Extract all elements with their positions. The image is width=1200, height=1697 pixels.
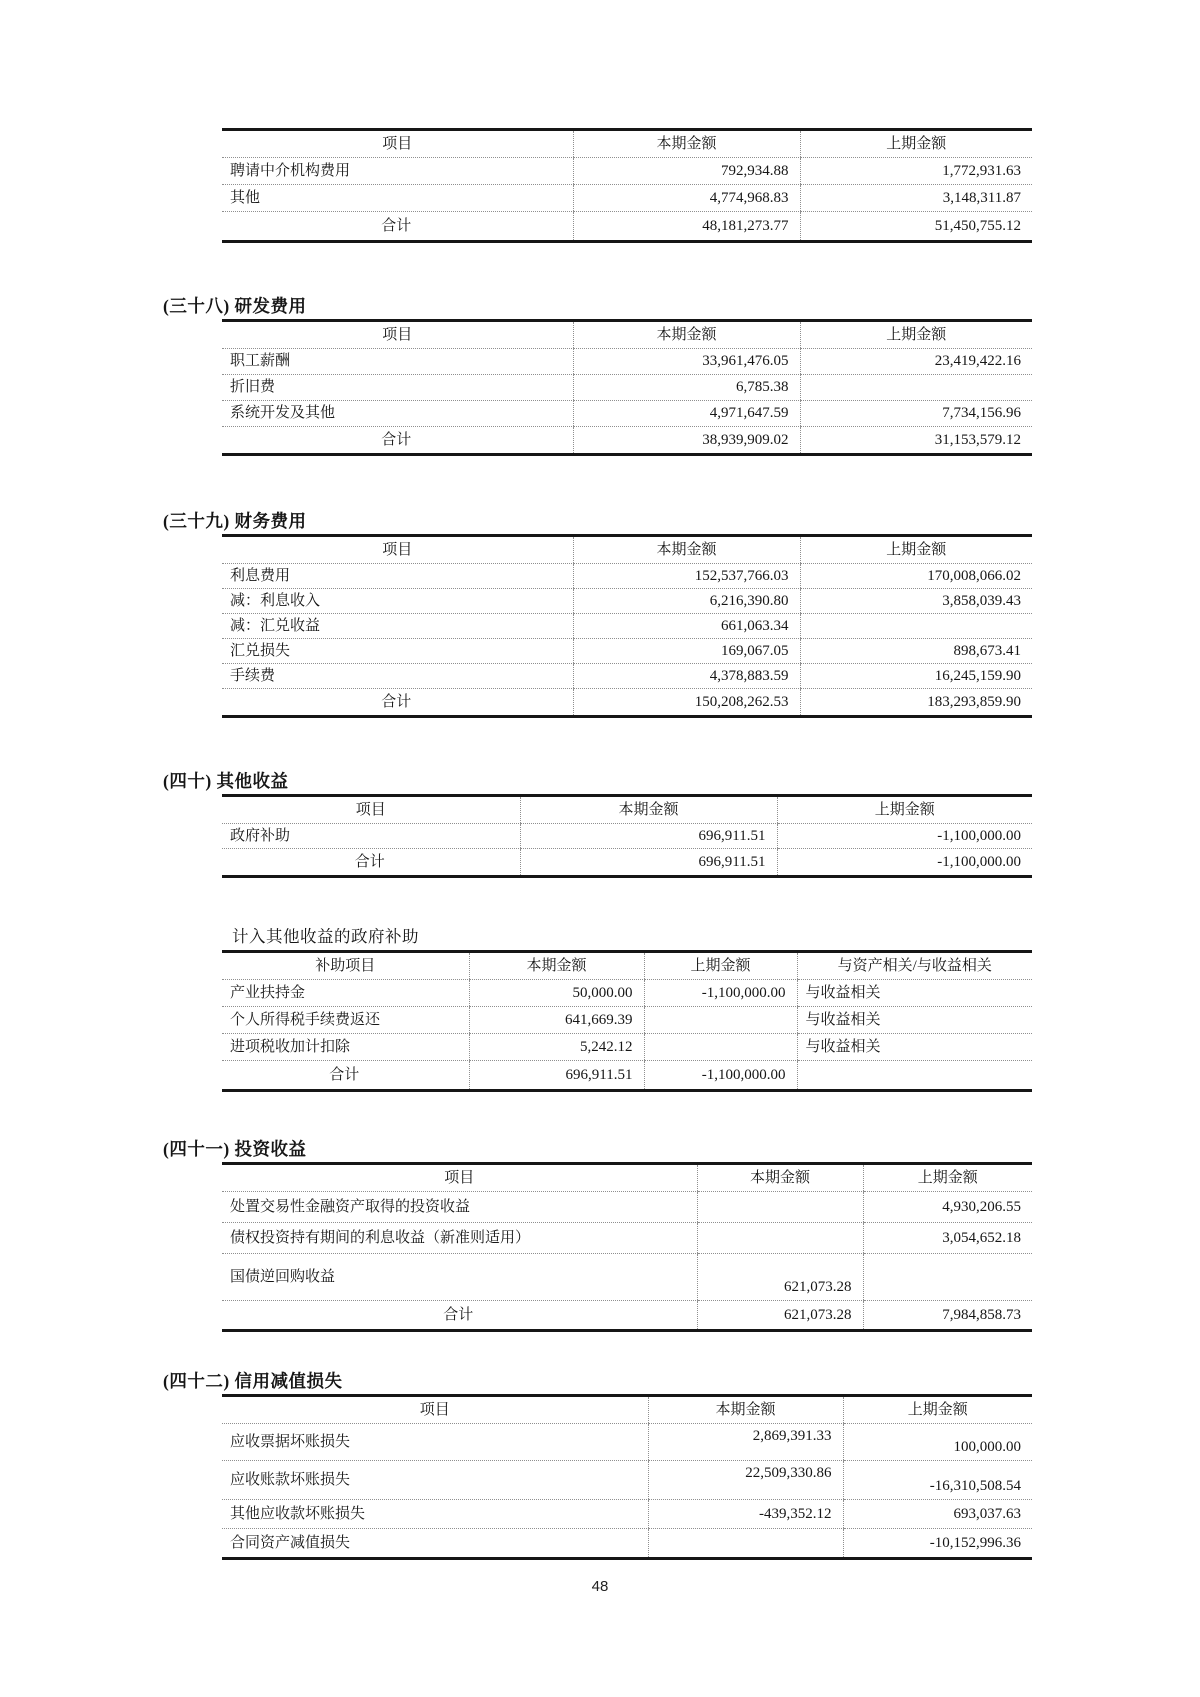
prior-amount: 3,148,311.87 xyxy=(800,185,1032,212)
related-type: 与收益相关 xyxy=(797,1007,1032,1034)
prior-amount: 4,930,206.55 xyxy=(863,1192,1032,1223)
current-amount: 33,961,476.05 xyxy=(573,349,800,375)
prior-amount: -16,310,508.54 xyxy=(843,1461,1032,1500)
intermediary-expense-table xyxy=(222,128,1032,243)
total-label: 合计 xyxy=(329,1066,360,1083)
current-amount: 6,785.38 xyxy=(573,375,800,401)
table-row xyxy=(222,375,1032,401)
col-header-item: 项目 xyxy=(222,796,520,824)
table-header-row xyxy=(222,796,1032,824)
other-income-table xyxy=(222,794,1032,878)
col-header-prior: 上期金额 xyxy=(800,130,1032,158)
investment-income-table xyxy=(222,1162,1032,1332)
current-amount: 150,208,262.53 xyxy=(573,689,800,717)
section-heading-rd-expense: (三十八) 研发费用 xyxy=(163,296,307,316)
row-label: 职工薪酬 xyxy=(222,349,573,375)
rd-expense-table xyxy=(222,319,1032,456)
col-header-current: 本期金额 xyxy=(573,536,800,564)
prior-amount: 51,450,755.12 xyxy=(800,212,1032,242)
prior-amount: 16,245,159.90 xyxy=(800,664,1032,689)
table-row xyxy=(222,1007,1032,1034)
col-header-item: 项目 xyxy=(222,130,573,158)
table-header-row xyxy=(222,1164,1032,1192)
current-amount xyxy=(697,1223,863,1254)
total-row xyxy=(222,427,1032,455)
current-amount: 696,911.51 xyxy=(520,824,777,849)
row-label: 应收票据坏账损失 xyxy=(222,1424,648,1461)
col-header-current: 本期金额 xyxy=(697,1164,863,1192)
prior-amount xyxy=(800,614,1032,639)
col-header-current: 本期金额 xyxy=(469,952,644,980)
prior-amount: -10,152,996.36 xyxy=(843,1529,1032,1559)
current-amount: 696,911.51 xyxy=(520,849,777,877)
table-row xyxy=(222,614,1032,639)
table-row xyxy=(222,1529,1032,1559)
table-row xyxy=(222,1034,1032,1061)
current-amount: 169,067.05 xyxy=(573,639,800,664)
prior-amount: -1,100,000.00 xyxy=(777,849,1032,877)
table-header-row xyxy=(222,1396,1032,1424)
total-label: 合计 xyxy=(381,217,412,234)
prior-amount: -1,100,000.00 xyxy=(644,1061,797,1091)
current-amount xyxy=(648,1529,843,1559)
row-label: 产业扶持金 xyxy=(222,980,469,1007)
table-row xyxy=(222,589,1032,614)
related-type xyxy=(797,1061,1032,1091)
table-row xyxy=(222,1223,1032,1254)
prior-amount xyxy=(800,375,1032,401)
total-row xyxy=(222,849,1032,877)
current-amount: 38,939,909.02 xyxy=(573,427,800,455)
table-row xyxy=(222,980,1032,1007)
row-label: 其他应收款坏账损失 xyxy=(222,1500,648,1529)
table-row xyxy=(222,185,1032,212)
subsidy-note-title: 计入其他收益的政府补助 xyxy=(232,927,419,946)
current-amount: 4,971,647.59 xyxy=(573,401,800,427)
col-header-item: 项目 xyxy=(222,536,573,564)
row-label: 其他 xyxy=(222,185,573,212)
current-amount: -439,352.12 xyxy=(648,1500,843,1529)
col-header-prior: 上期金额 xyxy=(863,1164,1032,1192)
government-subsidy-table xyxy=(222,950,1032,1092)
row-label: 减：利息收入 xyxy=(222,589,573,614)
prior-amount: 31,153,579.12 xyxy=(800,427,1032,455)
prior-amount: 23,419,422.16 xyxy=(800,349,1032,375)
col-header-prior: 上期金额 xyxy=(843,1396,1032,1424)
page-number: 48 xyxy=(591,1578,609,1595)
section-heading-finance-expense: (三十九) 财务费用 xyxy=(163,511,307,531)
prior-amount: 898,673.41 xyxy=(800,639,1032,664)
total-label: 合计 xyxy=(381,431,412,448)
col-header-prior: 上期金额 xyxy=(800,321,1032,349)
prior-amount: 170,008,066.02 xyxy=(800,564,1032,589)
prior-amount: 3,858,039.43 xyxy=(800,589,1032,614)
col-header-item: 项目 xyxy=(222,1396,648,1424)
prior-amount: 183,293,859.90 xyxy=(800,689,1032,717)
current-amount: 5,242.12 xyxy=(469,1034,644,1061)
row-label: 系统开发及其他 xyxy=(222,401,573,427)
prior-amount: 100,000.00 xyxy=(843,1424,1032,1461)
current-amount: 4,774,968.83 xyxy=(573,185,800,212)
finance-expense-table xyxy=(222,534,1032,718)
prior-amount: 1,772,931.63 xyxy=(800,158,1032,185)
current-amount: 50,000.00 xyxy=(469,980,644,1007)
table-row xyxy=(222,564,1032,589)
row-label: 利息费用 xyxy=(222,564,573,589)
total-label: 合计 xyxy=(354,853,385,870)
prior-amount: -1,100,000.00 xyxy=(644,980,797,1007)
row-label: 政府补助 xyxy=(222,824,520,849)
total-label: 合计 xyxy=(443,1306,474,1323)
current-amount: 661,063.34 xyxy=(573,614,800,639)
table-row xyxy=(222,1461,1032,1500)
total-label: 合计 xyxy=(381,693,412,710)
prior-amount xyxy=(644,1007,797,1034)
col-header-current: 本期金额 xyxy=(648,1396,843,1424)
row-label: 债权投资持有期间的利息收益（新准则适用） xyxy=(222,1223,697,1254)
prior-amount: 3,054,652.18 xyxy=(863,1223,1032,1254)
related-type: 与收益相关 xyxy=(797,980,1032,1007)
table-row xyxy=(222,1500,1032,1529)
total-row xyxy=(222,689,1032,717)
table-row xyxy=(222,639,1032,664)
col-header-current: 本期金额 xyxy=(520,796,777,824)
section-heading-other-income: (四十) 其他收益 xyxy=(163,771,289,791)
table-row xyxy=(222,401,1032,427)
table-header-row xyxy=(222,952,1032,980)
prior-amount xyxy=(863,1254,1032,1301)
row-label: 聘请中介机构费用 xyxy=(222,158,573,185)
col-header-item: 项目 xyxy=(222,1164,697,1192)
current-amount: 641,669.39 xyxy=(469,1007,644,1034)
prior-amount xyxy=(644,1034,797,1061)
col-header-related: 与资产相关/与收益相关 xyxy=(797,952,1032,980)
col-header-prior: 上期金额 xyxy=(644,952,797,980)
row-label: 个人所得税手续费返还 xyxy=(222,1007,469,1034)
current-amount: 2,869,391.33 xyxy=(648,1424,843,1461)
col-header-current: 本期金额 xyxy=(573,321,800,349)
current-amount: 48,181,273.77 xyxy=(573,212,800,242)
current-amount: 152,537,766.03 xyxy=(573,564,800,589)
col-header-item: 补助项目 xyxy=(222,952,469,980)
total-row xyxy=(222,1061,1032,1091)
row-label: 手续费 xyxy=(222,664,573,689)
table-row xyxy=(222,824,1032,849)
col-header-item: 项目 xyxy=(222,321,573,349)
table-row xyxy=(222,1254,1032,1301)
col-header-prior: 上期金额 xyxy=(777,796,1032,824)
row-label: 国债逆回购收益 xyxy=(222,1254,697,1301)
prior-amount: 7,734,156.96 xyxy=(800,401,1032,427)
related-type: 与收益相关 xyxy=(797,1034,1032,1061)
section-heading-credit-impairment: (四十二) 信用减值损失 xyxy=(163,1371,343,1391)
prior-amount: 693,037.63 xyxy=(843,1500,1032,1529)
current-amount: 4,378,883.59 xyxy=(573,664,800,689)
current-amount xyxy=(697,1192,863,1223)
table-row xyxy=(222,1424,1032,1461)
current-amount: 792,934.88 xyxy=(573,158,800,185)
row-label: 合同资产减值损失 xyxy=(230,1534,351,1551)
col-header-current: 本期金额 xyxy=(573,130,800,158)
current-amount: 621,073.28 xyxy=(697,1301,863,1331)
row-label: 进项税收加计扣除 xyxy=(222,1034,469,1061)
table-row xyxy=(222,158,1032,185)
total-row xyxy=(222,1301,1032,1331)
credit-impairment-table xyxy=(222,1394,1032,1560)
row-label: 应收账款坏账损失 xyxy=(222,1461,648,1500)
table-header-row xyxy=(222,130,1032,158)
current-amount: 696,911.51 xyxy=(469,1061,644,1091)
row-label: 处置交易性金融资产取得的投资收益 xyxy=(222,1192,697,1223)
prior-amount: 7,984,858.73 xyxy=(863,1301,1032,1331)
row-label: 折旧费 xyxy=(222,375,573,401)
table-header-row xyxy=(222,536,1032,564)
table-row xyxy=(222,664,1032,689)
col-header-prior: 上期金额 xyxy=(800,536,1032,564)
prior-amount: -1,100,000.00 xyxy=(777,824,1032,849)
current-amount: 6,216,390.80 xyxy=(573,589,800,614)
row-label: 减：汇兑收益 xyxy=(222,614,573,639)
table-row xyxy=(222,349,1032,375)
total-row xyxy=(222,212,1032,242)
section-heading-investment-income: (四十一) 投资收益 xyxy=(163,1139,307,1159)
table-row xyxy=(222,1192,1032,1223)
table-header-row xyxy=(222,321,1032,349)
current-amount: 621,073.28 xyxy=(697,1254,863,1301)
current-amount: 22,509,330.86 xyxy=(648,1461,843,1500)
row-label: 汇兑损失 xyxy=(222,639,573,664)
